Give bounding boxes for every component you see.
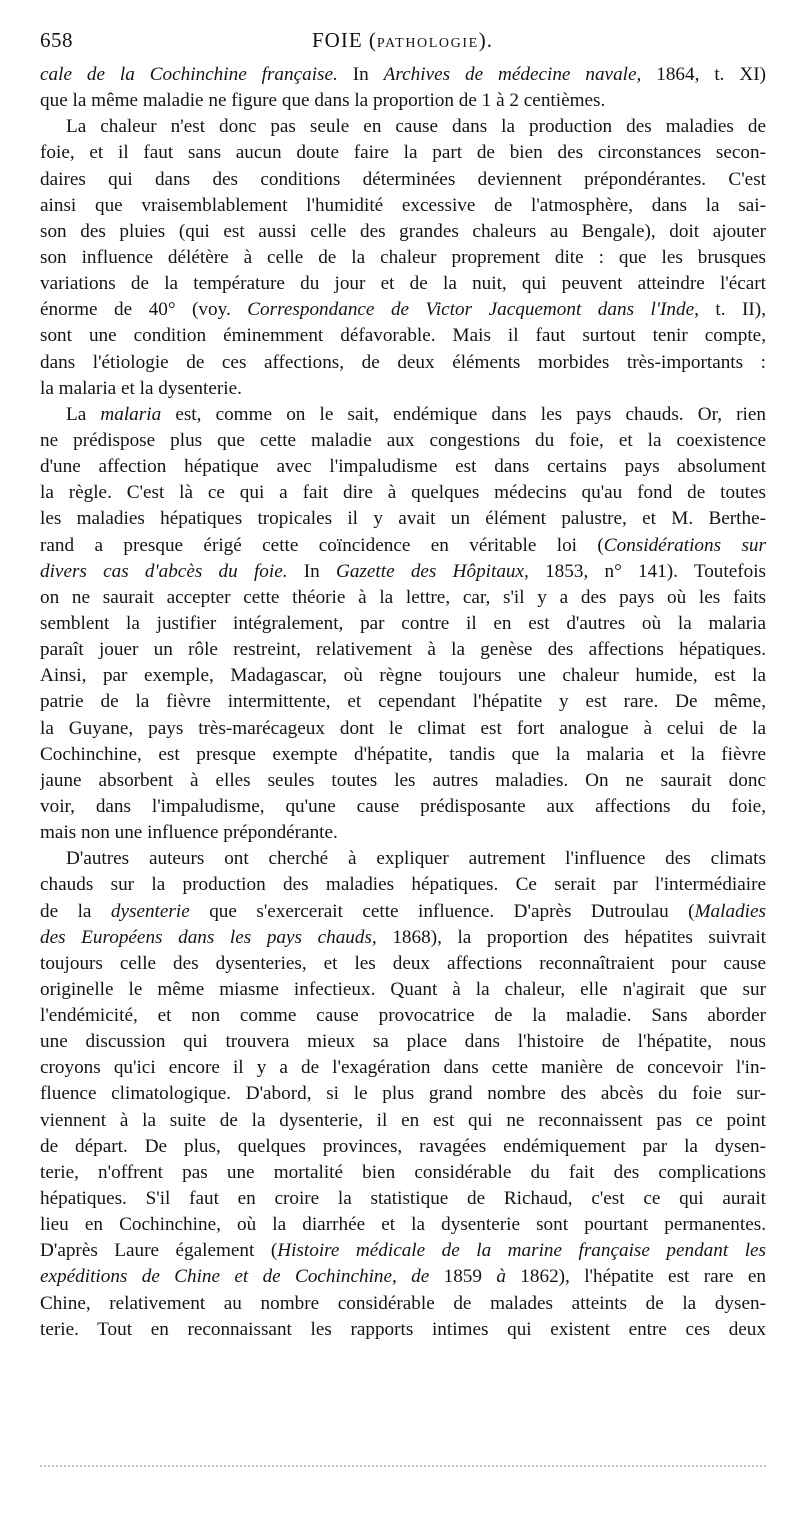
text-segment: t. II), xyxy=(698,299,766,321)
text-line xyxy=(40,1003,766,1029)
text-line xyxy=(40,88,766,114)
running-title-open: ( xyxy=(362,28,377,52)
text-line xyxy=(40,846,766,872)
text-line xyxy=(40,1108,766,1134)
text-line xyxy=(40,1186,766,1212)
running-title xyxy=(312,28,493,53)
text-segment: 1862), l'hépatite est rare en xyxy=(505,1266,766,1288)
text-segment: la malaria et la dysenterie. xyxy=(40,377,242,399)
text-segment: terie, n'offrent pas une mortalité bien considérable du fait des complications xyxy=(40,1161,766,1183)
text-line xyxy=(40,454,766,480)
text-segment: la règle. C'est là ce qui a fait dire à quelques médecins qu'au fond de toutes xyxy=(40,482,766,504)
text-segment: In xyxy=(287,560,336,582)
text-line xyxy=(40,350,766,376)
text-line xyxy=(40,1160,766,1186)
text-line xyxy=(40,925,766,951)
text-line xyxy=(40,297,766,323)
page-number: 658 xyxy=(40,28,73,52)
text-segment: que s'exercerait cette influence. D'après Dutroulau ( xyxy=(189,900,695,922)
text-line xyxy=(40,140,766,166)
text-segment: Ainsi, par exemple, Madagascar, où règne toujours une chaleur humide, est la xyxy=(40,665,766,687)
text-segment: fluence climatologique. D'abord, si le plus grand nombre des abcès du foie sur- xyxy=(40,1083,766,1105)
text-line xyxy=(40,899,766,925)
text-segment: mais non une influence prépondérante. xyxy=(40,822,338,844)
text-segment: In xyxy=(337,64,384,85)
text-line xyxy=(40,794,766,820)
text-line xyxy=(40,271,766,297)
text-segment: chauds sur la production des maladies hépatiques. Ce serait par l'intermédiaire xyxy=(40,874,766,896)
text-segment: croyons qu'ici encore il y a de l'exagération dans cette manière de concevoir l'in- xyxy=(40,1057,766,1079)
text-line xyxy=(40,611,766,637)
text-segment: on ne saurait accepter cette théorie à la lettre, car, s'il y a des pays où les faits xyxy=(40,586,766,608)
text-segment: rand a presque érigé cette coïncidence en véritable loi ( xyxy=(40,534,604,556)
text-line xyxy=(40,637,766,663)
text-segment: La chaleur n'est donc pas seule en cause dans la production des maladies de xyxy=(66,116,766,138)
text-segment: sont une condition éminemment défavorable. Mais il faut surtout tenir compte, xyxy=(40,325,766,347)
italic-text-segment: expéditions de Chine et de Cochinchine, de xyxy=(40,1266,430,1288)
text-line xyxy=(40,1291,766,1317)
text-line xyxy=(40,716,766,742)
text-segment: est, comme on le sait, endémique dans les pays chauds. Or, rien xyxy=(161,403,766,425)
text-segment: la Guyane, pays très-marécageux dont le climat est fort analogue à celui de la xyxy=(40,717,766,739)
text-segment: Chine, relativement au nombre considérable de malades atteints de la dysen- xyxy=(40,1292,766,1314)
text-segment: l'endémicité, et non comme cause provocatrice de la maladie. Sans aborder xyxy=(40,1005,766,1027)
text-line xyxy=(40,559,766,585)
text-line xyxy=(40,1212,766,1238)
italic-text-segment: Maladies xyxy=(694,900,766,922)
text-segment: foie, et il faut sans aucun doute faire la part de bien des circonstances secon- xyxy=(40,142,766,164)
text-segment: D'après Laure également ( xyxy=(40,1240,278,1262)
text-segment: ainsi que vraisemblablement l'humidité excessive de l'atmosphère, dans la sai- xyxy=(40,194,766,216)
text-segment: son des pluies (qui est aussi celle des grandes chaleurs au Bengale), doit ajouter xyxy=(40,220,766,242)
text-segment: 1864, t. XI) xyxy=(641,64,766,85)
text-line xyxy=(40,1029,766,1055)
text-line xyxy=(40,689,766,715)
running-title-small: PATHOLOGIE xyxy=(376,36,479,51)
text-segment: jaune absorbent à elles seules toutes les autres maladies. On ne saurait donc xyxy=(40,769,766,791)
text-segment: les maladies hépatiques tropicales il y avait un élément palustre, et M. Berthe- xyxy=(40,508,766,530)
text-segment: D'autres auteurs ont cherché à expliquer autrement l'influence des climats xyxy=(66,848,766,870)
text-line xyxy=(40,663,766,689)
italic-text-segment: des Européens dans les pays chauds, xyxy=(40,926,377,948)
body-text xyxy=(40,62,766,1343)
text-segment: d'une affection hépatique avec l'impaludisme est dans certains pays absolument xyxy=(40,456,766,478)
text-segment: de la xyxy=(40,900,111,922)
text-segment: variations de la température du jour et de la nuit, qui peuvent atteindre l'écart xyxy=(40,273,766,295)
italic-text-segment: Correspondance de Victor Jacquemont dans l'Inde, xyxy=(247,299,699,321)
text-line xyxy=(40,872,766,898)
text-line xyxy=(40,167,766,193)
text-line xyxy=(40,219,766,245)
text-segment: La xyxy=(66,403,101,425)
text-segment: hépatiques. S'il faut en croire la statistique de Richaud, c'est ce qui aurait xyxy=(40,1188,766,1210)
text-line xyxy=(40,480,766,506)
text-segment: viennent à la suite de la dysenterie, il en est qui ne reconnaissent pas ce point xyxy=(40,1109,766,1131)
text-line xyxy=(40,1264,766,1290)
text-segment: son influence délétère à celle de la chaleur proprement dite : que les brusques xyxy=(40,246,766,268)
text-segment: de départ. De plus, quelques provinces, ravagées endémiquement par la dysen- xyxy=(40,1135,766,1157)
text-segment: 1859 xyxy=(429,1266,497,1288)
text-segment: daires qui dans des conditions déterminées deviennent prépondérantes. C'est xyxy=(40,168,766,190)
text-line xyxy=(40,820,766,846)
running-title-close: ). xyxy=(478,28,493,52)
text-line xyxy=(40,951,766,977)
text-line xyxy=(40,402,766,428)
text-line xyxy=(40,506,766,532)
italic-text-segment: Gazette des Hôpitaux, xyxy=(335,560,529,582)
text-line xyxy=(40,193,766,219)
text-line xyxy=(40,1055,766,1081)
text-line xyxy=(40,742,766,768)
text-segment: 1853, n° 141). Toutefois xyxy=(528,560,766,582)
italic-text-segment: à xyxy=(496,1266,506,1288)
text-segment: dans l'étiologie de ces affections, de deux éléments morbides très-importants : xyxy=(40,351,766,373)
text-line xyxy=(40,1134,766,1160)
text-line xyxy=(40,585,766,611)
text-segment: ne prédispose plus que cette maladie aux congestions du foie, et la coexistence xyxy=(40,429,766,451)
italic-text-segment: cale de la Cochinchine française. xyxy=(40,64,338,85)
italic-text-segment: dysenterie xyxy=(110,900,190,922)
text-line xyxy=(40,62,766,88)
italic-text-segment: malaria xyxy=(100,403,162,425)
italic-text-segment: Archives de médecine navale, xyxy=(383,64,642,85)
italic-text-segment: Considérations sur xyxy=(603,534,766,556)
text-line xyxy=(40,114,766,140)
italic-text-segment: Histoire médicale de la marine française pendant les xyxy=(277,1240,766,1262)
running-head xyxy=(40,28,765,58)
text-segment: lieu en Cochinchine, où la diarrhée et la dysenterie sont pourtant permanentes. xyxy=(40,1214,766,1236)
text-line xyxy=(40,376,766,402)
text-line xyxy=(40,1238,766,1264)
text-segment: voir, dans l'impaludisme, qu'une cause prédisposante aux affections du foie, xyxy=(40,795,766,817)
text-segment: toujours celle des dysenteries, et les deux affections reconnaîtraient pour cause xyxy=(40,952,766,974)
text-line xyxy=(40,1081,766,1107)
text-segment: 1868), la proportion des hépatites suivrait xyxy=(376,926,766,948)
text-line xyxy=(40,323,766,349)
text-segment: semblent la justifier intégralement, par contre il en est d'autres où la malaria xyxy=(40,612,766,634)
text-segment: paraît jouer un rôle restreint, relativement à la genèse des affections hépatiques. xyxy=(40,639,766,661)
text-line xyxy=(40,768,766,794)
italic-text-segment: divers cas d'abcès du foie. xyxy=(40,560,288,582)
text-segment: terie. Tout en reconnaissant les rapports intimes qui existent entre ces deux xyxy=(40,1318,766,1340)
text-line xyxy=(40,428,766,454)
text-segment: énorme de 40° (voy. xyxy=(40,299,248,321)
running-title-main: FOIE xyxy=(312,28,363,52)
text-segment: une discussion qui trouvera mieux sa place dans l'histoire de l'hépatite, nous xyxy=(40,1031,766,1053)
text-line xyxy=(40,245,766,271)
text-line xyxy=(40,977,766,1003)
text-segment: Cochinchine, est presque exempte d'hépatite, tandis que la malaria et la fièvre xyxy=(40,743,766,765)
text-segment: originelle le même miasme infectieux. Quant à la chaleur, elle n'agirait que sur xyxy=(40,978,766,1000)
text-segment: que la même maladie ne figure que dans la proportion de 1 à 2 centièmes. xyxy=(40,90,606,112)
text-segment: patrie de la fièvre intermittente, et cependant l'hépatite y est rare. De même, xyxy=(40,691,766,713)
text-line xyxy=(40,533,766,559)
footer-dotted-rule xyxy=(40,1465,766,1469)
text-line xyxy=(40,1317,766,1343)
